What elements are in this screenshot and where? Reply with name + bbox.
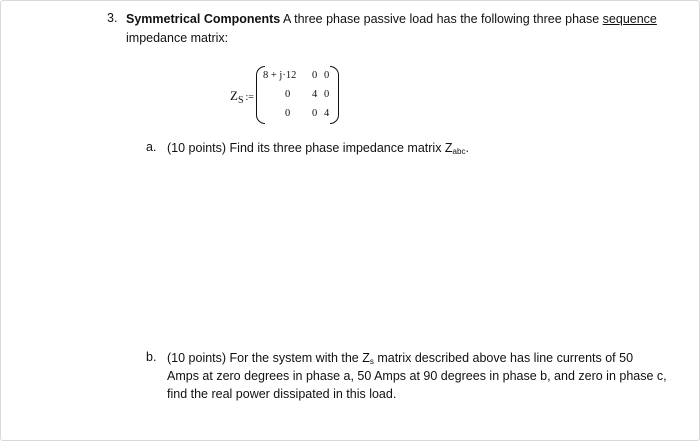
matrix-cell-r1c2: 0 — [312, 70, 318, 81]
matrix-cell-r2c3: 0 — [324, 89, 330, 100]
matrix-label — [230, 88, 254, 104]
question-intro-line2: impedance matrix: — [126, 31, 229, 45]
question-intro-text: A three phase passive load has the following three phase — [280, 12, 603, 26]
part-a-text — [167, 140, 469, 158]
matrix-label-z: Z — [230, 88, 238, 103]
matrix-cell-r1c1: 8 + j·12 — [263, 70, 297, 81]
question-number: 3. — [107, 11, 118, 25]
matrix-cell-r3c1: 0 — [285, 108, 291, 119]
part-a-z-sub: abc — [452, 147, 466, 156]
part-b-letter: b. — [146, 350, 157, 364]
part-b-line1 — [167, 350, 633, 368]
question-intro-underlined: sequence — [602, 12, 657, 26]
part-b-line1-post: matrix described above has line currents of 50 — [373, 351, 634, 365]
matrix-cell-r3c2: 0 — [312, 108, 318, 119]
part-b-line2: Amps at zero degrees in phase a, 50 Amps at 90 degrees in phase b, and zero in phase c, — [167, 369, 667, 383]
matrix-label-sub: S — [237, 95, 244, 106]
part-b-line1-pre: (10 points) For the system with the Z — [167, 351, 370, 365]
impedance-matrix — [226, 64, 356, 126]
matrix-cell-r3c3: 4 — [324, 108, 330, 119]
part-a-body: (10 points) Find its three phase impedance matrix Z — [167, 141, 453, 155]
matrix-right-paren — [330, 66, 339, 124]
question-title: Symmetrical Components — [126, 12, 281, 26]
matrix-cell-r2c1: 0 — [285, 89, 291, 100]
matrix-cell-r2c2: 4 — [312, 89, 318, 100]
matrix-assign: := — [245, 92, 254, 103]
question-intro-line — [126, 11, 657, 27]
part-a-letter: a. — [146, 140, 157, 154]
part-b-line3: find the real power dissipated in this load. — [167, 387, 397, 401]
matrix-cell-r1c3: 0 — [324, 70, 330, 81]
part-a-end: . — [465, 141, 469, 155]
part-b-line1-sub: s — [369, 357, 374, 366]
